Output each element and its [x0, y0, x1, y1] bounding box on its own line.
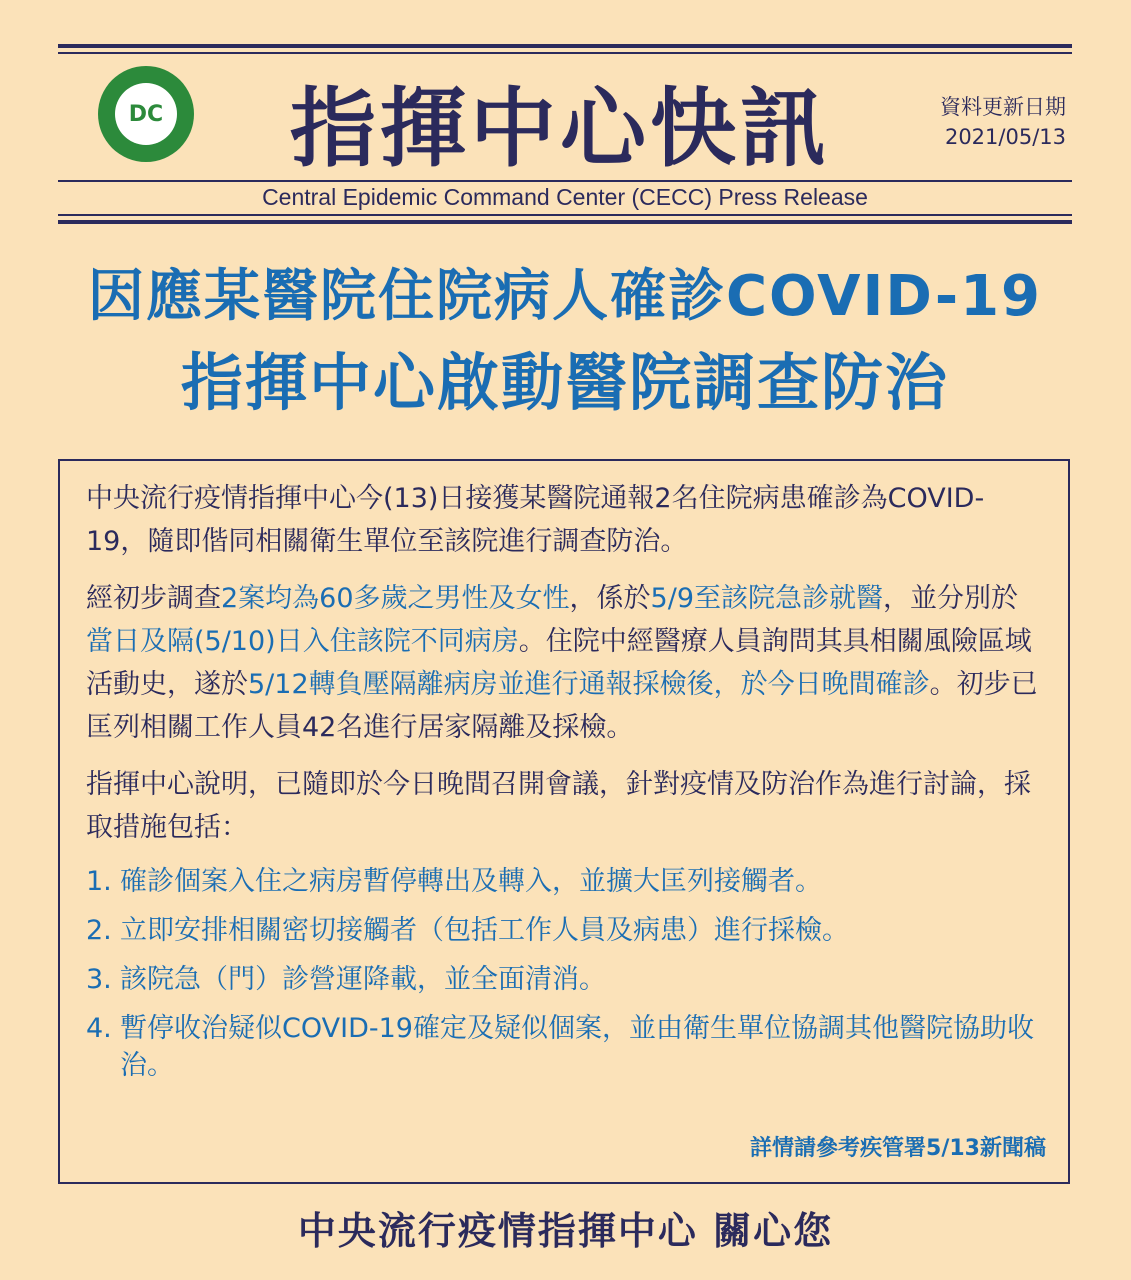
- top-rule-thick: [58, 44, 1072, 48]
- paragraph-intro: 中央流行疫情指揮中心今(13)日接獲某醫院通報2名住院病患確診為COVID-19，隨即偕同相關衛生單位至該院進行調查防治。: [86, 483, 985, 557]
- list-item: [86, 1010, 1044, 1084]
- list-text: 暫停收治疑似COVID-19確定及疑似個案，並由衛生單位協調其他醫院協助收治。: [120, 1013, 1034, 1081]
- top-rule-thin: [58, 52, 1072, 54]
- list-item: [86, 961, 1044, 998]
- page-title: 指揮中心快訊: [290, 79, 830, 179]
- paragraph-investigation: [86, 577, 1044, 749]
- list-item: [86, 912, 1044, 949]
- measures-list: [86, 863, 1044, 1084]
- list-number: 1.: [86, 866, 112, 897]
- list-item: [86, 863, 1044, 900]
- bottom-rule-thin: [58, 214, 1072, 216]
- text-segment: 經初步調查: [86, 583, 221, 614]
- bottom-rule-thick: [58, 220, 1072, 224]
- list-number: 4.: [86, 1013, 112, 1044]
- english-subtitle: Central Epidemic Command Center (CECC) Press Release: [262, 184, 868, 210]
- date-value: 2021/05/13: [944, 125, 1066, 149]
- highlight-segment: 當日及隔(5/10)日入住該院不同病房: [86, 626, 519, 657]
- reference-note: 詳情請參考疾管署5/13新聞稿: [750, 1136, 1046, 1161]
- text-segment: ，並分別於: [883, 583, 1018, 614]
- date-label: 資料更新日期: [940, 95, 1066, 119]
- list-text: 確診個案入住之病房暫停轉出及轉入，並擴大匡列接觸者。: [120, 866, 822, 897]
- footer-signature: 中央流行疫情指揮中心 關心您: [297, 1209, 834, 1253]
- highlight-segment: 2案均為60多歲之男性及女性: [221, 583, 570, 614]
- highlight-segment: 5/9至該院急診就醫: [650, 583, 883, 614]
- text-segment: 。初步已匡列相關工作人員42名進行居家隔離及採檢。: [86, 669, 1038, 743]
- highlight-segment: 5/12轉負壓隔離病房並進行通報採檢後，於今日晚間確診: [248, 669, 930, 700]
- update-date: [940, 92, 1066, 152]
- cdc-logo-icon: [98, 66, 194, 162]
- text-segment: ，係於: [569, 583, 651, 614]
- list-number: 3.: [86, 964, 112, 995]
- list-text: 立即安排相關密切接觸者（包括工作人員及病患）進行採檢。: [120, 915, 849, 946]
- masthead: [58, 58, 1072, 184]
- list-number: 2.: [86, 915, 112, 946]
- cdc-logo-mark: DC: [115, 83, 177, 145]
- paragraph-measures-intro: 指揮中心說明，已隨即於今日晚間召開會議，針對疫情及防治作為進行討論，採取措施包括：: [86, 769, 1031, 843]
- text-segment: 。住院中經醫療人員詢問其具相關風險區域活動史，遂於: [86, 626, 1032, 700]
- list-text: 該院急（門）診營運降載，並全面清消。: [120, 964, 606, 995]
- content-box: [58, 459, 1070, 1184]
- headline-line-1: 因應某醫院住院病人確診COVID-19: [87, 264, 1043, 329]
- headline-line-2: 指揮中心啟動醫院調查防治: [180, 346, 949, 419]
